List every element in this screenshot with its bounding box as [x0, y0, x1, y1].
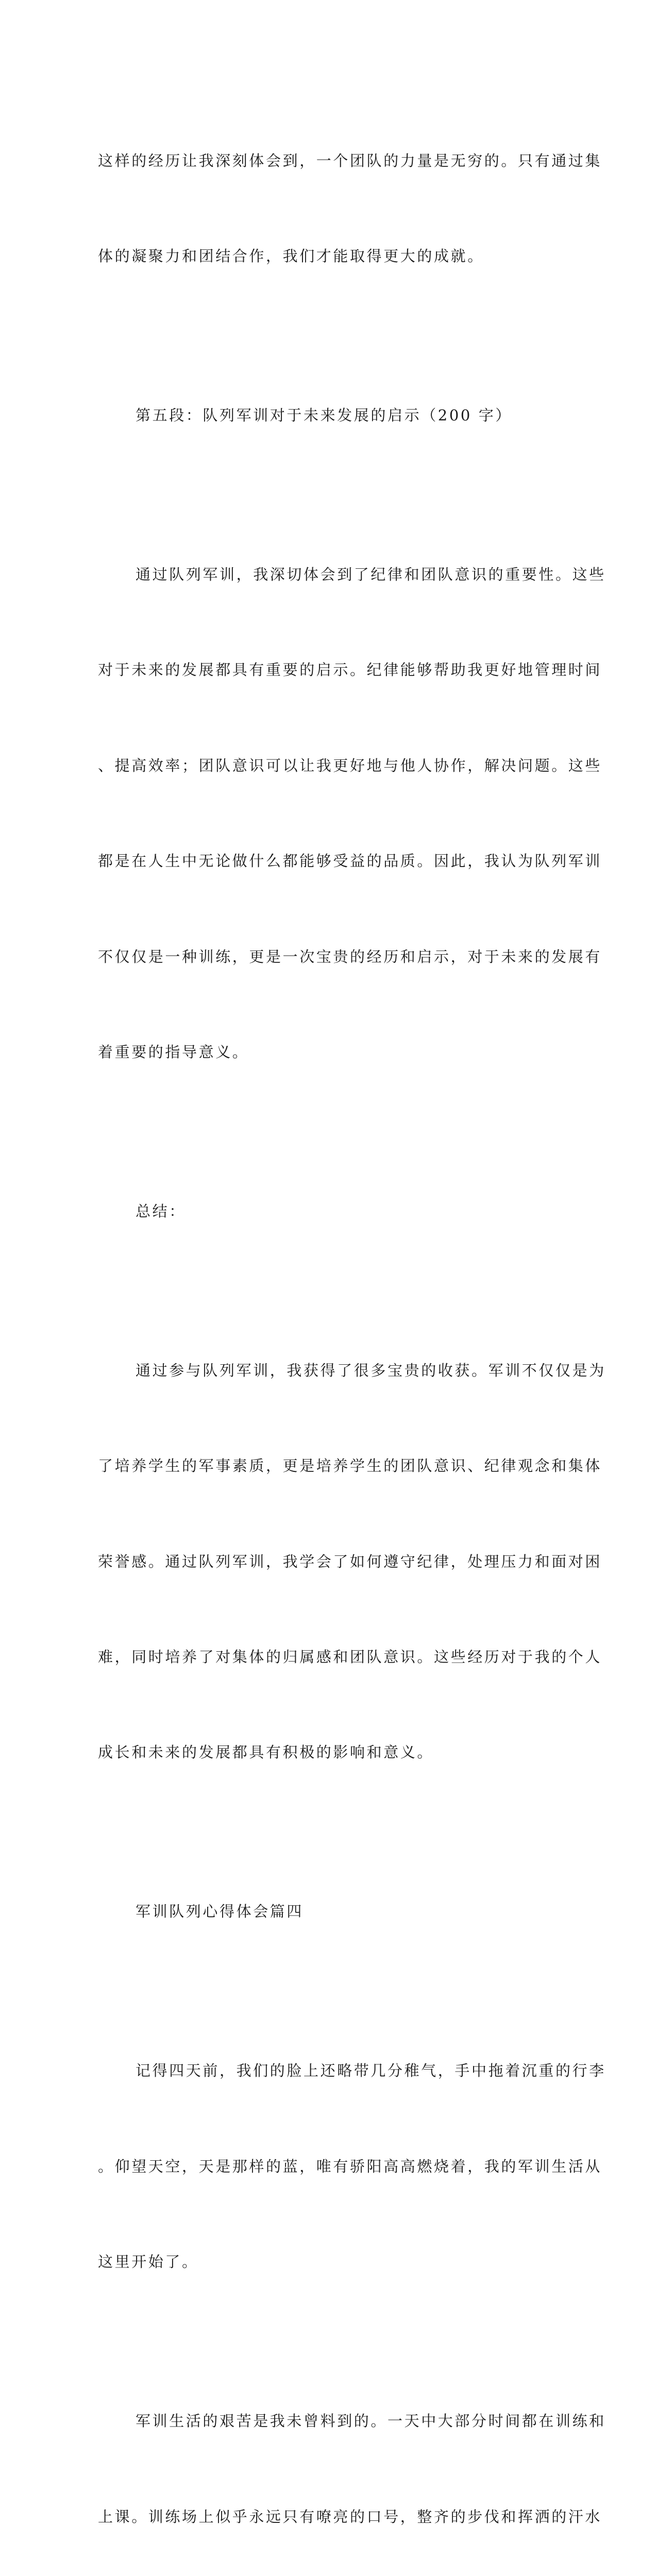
text-line: 对于未来的发展都具有重要的启示。纪律能够帮助我更好地管理时间 [98, 661, 602, 679]
text-line: 荣誉感。通过队列军训，我学会了如何遵守纪律，处理压力和面对困 [98, 1552, 602, 1570]
text-line: 了培养学生的军事素质，更是培养学生的团队意识、纪律观念和集体 [98, 1457, 602, 1475]
article-title-paragraph [98, 1833, 557, 1992]
text-line: 通过队列军训，我深切体会到了纪律和团队意识的重要性。这些 [136, 565, 606, 583]
text-line: 着重要的指导意义。 [98, 1043, 249, 1061]
section-heading-paragraph-five [98, 336, 557, 495]
paragraph-training-hardship [98, 2342, 606, 2576]
text-line: 这样的经历让我深刻体会到，一个团队的力量是无穷的。只有通过集 [98, 151, 602, 170]
text-line: 通过参与队列军训，我获得了很多宝贵的收获。军训不仅仅是为 [136, 1361, 606, 1379]
paragraph-future-inspiration [98, 495, 606, 1132]
text-line: 不仅仅是一种训练，更是一次宝贵的经历和启示，对于未来的发展有 [98, 947, 602, 965]
document-body [98, 81, 606, 2576]
text-line: 、提高效率；团队意识可以让我更好地与他人协作，解决问题。这些 [98, 756, 602, 774]
article-title: 军训队列心得体会篇四 [136, 1903, 304, 1921]
section-heading: 第五段：队列军训对于未来发展的启示（200 字） [136, 406, 512, 424]
paragraph-summary [98, 1291, 606, 1833]
text-line: 上课。训练场上似乎永远只有嘹亮的口号，整齐的步伐和挥洒的汗水 [98, 2507, 602, 2526]
text-line: 军训生活的艰苦是我未曾料到的。一天中大部分时间都在训练和 [136, 2412, 606, 2430]
summary-heading: 总结： [136, 1202, 186, 1220]
text-line: 都是在人生中无论做什么都能够受益的品质。因此，我认为队列军训 [98, 852, 602, 870]
text-line: 成长和未来的发展都具有积极的影响和意义。 [98, 1743, 434, 1761]
paragraph-four-days-ago [98, 1992, 606, 2342]
text-line: 体的凝聚力和团结合作，我们才能取得更大的成就。 [98, 247, 484, 265]
text-line: 难，同时培养了对集体的归属感和团队意识。这些经历对于我的个人 [98, 1648, 602, 1666]
text-line: 记得四天前，我们的脸上还略带几分稚气，手中拖着沉重的行李 [136, 2062, 606, 2080]
text-line: 。仰望天空，天是那样的蓝，唯有骄阳高高燃烧着，我的军训生活从 [98, 2157, 602, 2175]
paragraph-team-strength [98, 81, 602, 336]
summary-heading-paragraph [98, 1132, 557, 1291]
text-line: 这里开始了。 [98, 2253, 199, 2271]
